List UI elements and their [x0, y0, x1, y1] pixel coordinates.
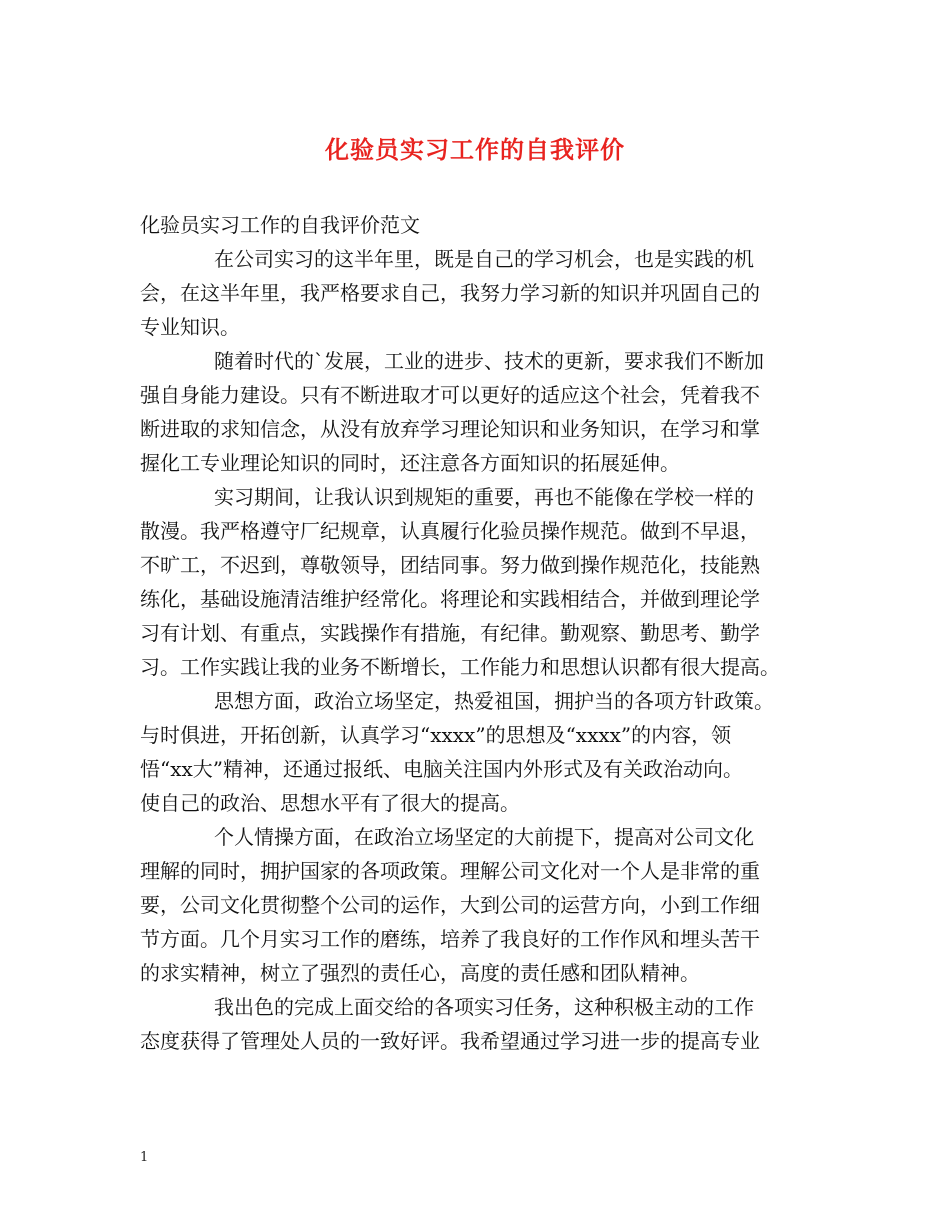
- text-line: 悟“xx大”精神，还通过报纸、电脑关注国内外形式及有关政治动向。: [140, 757, 744, 781]
- text-line: 思想方面，政治立场坚定，热爱祖国，拥护当的各项方针政策。: [214, 689, 774, 713]
- text-line: 化验员实习工作的自我评价范文: [140, 213, 420, 237]
- text-line: 实习期间，让我认识到规矩的重要，再也不能像在学校一样的: [214, 485, 754, 509]
- text-line: 断进取的求知信念，从没有放弃学习理论知识和业务知识，在学习和掌: [140, 417, 760, 441]
- text-line: 节方面。几个月实习工作的磨练，培养了我良好的工作作风和埋头苦干: [140, 927, 760, 951]
- text-line: 的求实精神，树立了强烈的责任心，高度的责任感和团队精神。: [140, 961, 700, 985]
- text-line: 个人情操方面，在政治立场坚定的大前提下，提高对公司文化: [214, 825, 754, 849]
- document-title: 化验员实习工作的自我评价: [325, 135, 625, 164]
- text-line: 使自己的政治、思想水平有了很大的提高。: [140, 791, 520, 815]
- text-line: 习有计划、有重点，实践操作有措施，有纪律。勤观察、勤思考、勤学: [140, 621, 760, 645]
- text-line: 态度获得了管理处人员的一致好评。我希望通过学习进一步的提高专业: [140, 1029, 760, 1053]
- text-line: 习。工作实践让我的业务不断增长，工作能力和思想认识都有很大提高。: [140, 655, 780, 679]
- page-number: 1: [140, 1150, 149, 1165]
- document-body: [140, 208, 820, 1058]
- text-line: 我出色的完成上面交给的各项实习任务，这种积极主动的工作: [214, 995, 754, 1019]
- text-line: 会，在这半年里，我严格要求自己，我努力学习新的知识并巩固自己的: [140, 281, 760, 305]
- text-line: 要，公司文化贯彻整个公司的运作，大到公司的运营方向，小到工作细: [140, 893, 760, 917]
- text-line: 强自身能力建设。只有不断进取才可以更好的适应这个社会，凭着我不: [140, 383, 760, 407]
- text-line: 在公司实习的这半年里，既是自己的学习机会，也是实践的机: [214, 247, 754, 271]
- text-line: 练化，基础设施清洁维护经常化。将理论和实践相结合，并做到理论学: [140, 587, 760, 611]
- text-line: 理解的同时，拥护国家的各项政策。理解公司文化对一个人是非常的重: [140, 859, 760, 883]
- text-line: 握化工专业理论知识的同时，还注意各方面知识的拓展延伸。: [140, 451, 680, 475]
- text-line: 与时俱进，开拓创新，认真学习“xxxx”的思想及“xxxx”的内容，领: [140, 723, 732, 747]
- text-line: 专业知识。: [140, 315, 240, 339]
- text-line: 随着时代的`发展，工业的进步、技术的更新，要求我们不断加: [214, 349, 764, 373]
- text-line: 不旷工，不迟到，尊敬领导，团结同事。努力做到操作规范化，技能熟: [140, 553, 760, 577]
- text-line: 散漫。我严格遵守厂纪规章，认真履行化验员操作规范。做到不早退，: [140, 519, 760, 543]
